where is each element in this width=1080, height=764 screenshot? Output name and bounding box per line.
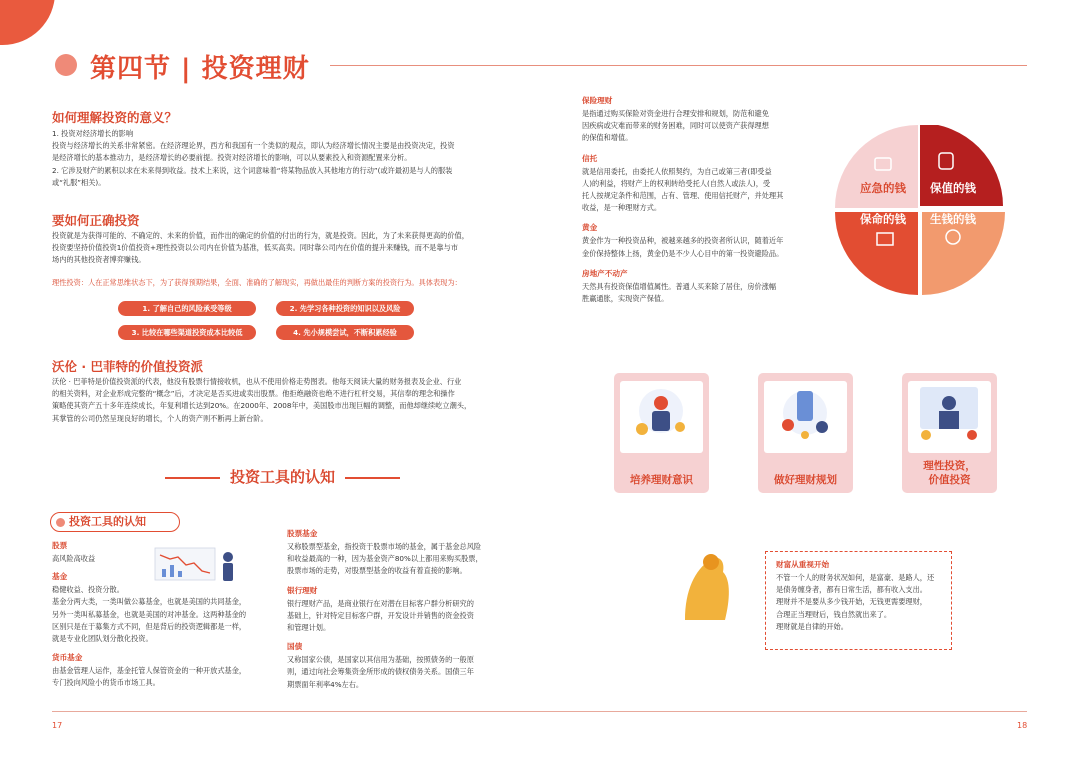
text-line: 或“礼服”相关)。 (52, 177, 106, 187)
text-line: 银行理财产品，是商业银行在对潜在目标客户群分析研究的 (287, 598, 474, 608)
real-estate-text (582, 281, 817, 305)
note-text (776, 572, 941, 633)
text-line: 期票面年利率4%左右。 (287, 679, 364, 689)
rational-investment-definition: 理性投资：人在正常思维状态下，为了获得预期结果，全面、准确的了解现实，再做出最佳的判断方案的投资行为。具体表现为： (52, 278, 462, 287)
text-line: 是指通过购买保险对资金进行合理安排和规划，防范和避免 (582, 109, 769, 118)
footer-divider (52, 711, 1027, 712)
heading-correct-investment: 要如何正确投资 (52, 213, 140, 228)
text-line: 胜赢通胀，实现资产保值。 (582, 294, 669, 304)
gold-text (582, 235, 817, 259)
card-label: 培养理财意识 (630, 474, 693, 486)
page-number-left: 17 (52, 721, 63, 730)
bull-illustration (675, 540, 735, 625)
text-line: 人)的利益，将财产上的权利转给受托人(自然人或法人)，受 (582, 178, 771, 188)
pill-compare-channels: 3. 比较在哪些渠道投资成本比较低 (118, 325, 256, 340)
paragraph-investment-meaning (52, 128, 522, 189)
text-line: 场内的其他投资者博弈赚钱。 (52, 255, 146, 265)
awareness-illustration (620, 381, 703, 453)
text-line: 投资就是为获得可能的、不确定的、未来的价值，而作出的确定的价值的付出的行为，就是投资。因此，为了未来获得更高的价值， (52, 231, 469, 240)
quadrant-label-preserve: 保值的钱 (930, 181, 976, 195)
card-planning (758, 373, 853, 493)
text-line: 就是信用委托，由委托人依照契约，为自己或第三者(即受益 (582, 166, 772, 176)
text-line: 1. 投资对经济增长的影响 (52, 129, 134, 138)
insurance-heading: 保险理财 (582, 96, 613, 105)
text-line: 由基金管理人运作，基金托管人保管资金的一种开放式基金， (52, 666, 247, 676)
banner-title: 投资工具的认知 (229, 468, 335, 486)
quadrant-label-emergency: 应急的钱 (860, 181, 906, 195)
money-quadrant-diagram (835, 125, 1005, 295)
text-line: 区别只是在于募集方式不同，但是背后的投资逻辑都是一样， (52, 621, 247, 631)
tab-label: 投资工具的认知 (69, 515, 146, 528)
text-line: 和管理计划。 (287, 623, 331, 633)
heading-buffett: 沃伦 · 巴菲特的价值投资派 (52, 359, 203, 374)
text-line: 合理正当理财后，钱自然就出来了。 (776, 609, 892, 619)
text-line: 因疾病或灾难而带来的财务困难，同时可以使资产获得理想 (582, 121, 769, 131)
title-dot (55, 54, 77, 76)
card-rational (902, 373, 997, 493)
text-line: 的相关资料，对企业形成完整的“概念”后，才决定是否买进或卖出股票。他拒绝融资也绝不进行杠杆交易，其信奉的理念和操作 (52, 389, 455, 399)
text-line: 投资要坚持价值投资1价值投资+理性投资以公司内在价值为基准，低买高卖。同时靠公司内在价值的提升来赚钱，而不是靠与市 (52, 243, 458, 253)
card-label: 做好理财规划 (774, 474, 837, 486)
rational-illustration (908, 381, 991, 453)
section-banner (165, 465, 400, 489)
text-line: 天然具有投资保值增值属性。普通人买来除了居住，房价涨幅 (582, 281, 777, 291)
paragraph-correct-investment (52, 230, 522, 267)
text-line: 其掌管的公司仍然呈现良好的增长，个人的资产则不断再上新台阶。 (52, 413, 268, 423)
bank-wealth-text (287, 598, 512, 635)
text-line: 金价保持整体上扬，黄金仍是不少人心目中的第一投资避险品。 (582, 248, 784, 258)
card-awareness (614, 373, 709, 493)
tab-dot (56, 518, 65, 527)
text-line: 黄金作为一种投资品种，被越来越多的投资者所认识，随着近年 (582, 236, 784, 246)
banner-line-left (165, 477, 220, 479)
text-line: 就是专业化团队划分散化投资。 (52, 634, 153, 644)
text-line: 又称股票型基金，指投资于股票市场的基金，属于基金总风险 (287, 542, 482, 551)
right-text-column (582, 95, 817, 305)
text-line: 股票市场的走势，对股票型基金的收益有着直接的影响。 (287, 566, 467, 576)
card-illustration (908, 381, 991, 453)
fund-text (52, 584, 277, 645)
pill-know-risk-level: 1. 了解自己的风险承受等级 (118, 301, 256, 316)
equity-fund-heading: 股票基金 (287, 529, 318, 538)
card-illustration (620, 381, 703, 453)
text-line: 是债务缠身者，都有日常生活，都有收入支出。 (776, 585, 927, 595)
tools-column-2 (287, 528, 512, 691)
fund-heading: 基金 (52, 572, 68, 582)
page-number-right: 18 (1017, 721, 1028, 730)
wealth-note-box (765, 551, 952, 650)
pill-small-trial: 4. 先小规模尝试，不断积累经验 (276, 325, 414, 340)
stock-heading: 股票 (52, 541, 68, 550)
text-line: 的保值和增值。 (582, 133, 633, 143)
bond-heading: 国债 (287, 642, 303, 652)
page-title: 第四节 | 投资理财 (90, 54, 310, 84)
banner-line-right (345, 477, 400, 479)
text-line: 托人按规定条件和范围，占有、管理、使用信托财产，并处理其 (582, 191, 784, 201)
text-line: 则，通过向社会筹集资金所形成的债权债务关系。国债三年 (287, 667, 474, 677)
text-line: 另外一类叫私募基金，也就是美国的对冲基金。这两种基金的 (52, 609, 247, 619)
equity-fund-text (287, 541, 512, 578)
text-line: 收益，是一种理财方式。 (582, 203, 662, 213)
trust-text (582, 166, 817, 215)
money-fund-text (52, 665, 277, 689)
note-heading: 财富从重视开始 (776, 560, 830, 569)
text-line: 基础上，针对特定目标客户群，开发设计并销售的资金投资 (287, 610, 474, 620)
card-illustration (764, 381, 847, 453)
money-fund-heading: 货币基金 (52, 653, 83, 663)
trust-heading: 信托 (582, 153, 598, 163)
bond-text (287, 654, 512, 691)
text-line: 基金分两大类，一类叫做公募基金，也就是美国的共同基金， (52, 597, 247, 607)
quadrant-emergency (835, 125, 918, 208)
gold-heading: 黄金 (582, 223, 598, 233)
bank-wealth-heading: 银行理财 (287, 585, 318, 595)
text-line: 稳健收益、投资分散。 (52, 585, 124, 595)
text-line: 理财并不是要从多少钱开始，无钱更需要理财， (776, 597, 927, 607)
real-estate-heading: 房地产不动产 (582, 268, 628, 278)
text-line: 策略使其资产五十多年连续成长，年复利增长达到20%。在2000年、2008年中，美国股市出现巨幅的调整，而他却继续屹立潮头， (52, 401, 472, 411)
text-line: 2. 它涉及财产的累积以求在未来得到收益。技术上来说，这个词意味着“将某物品放入其他地方的行动”(或许最初是与人的服装 (52, 165, 453, 175)
text-line: 不管一个人的财务状况如何，是富豪、是路人，还 (776, 573, 935, 582)
text-line: 是经济增长的基本推动力，是经济增长的必要前提。投资对经济增长的影响，可以从要素投入和资源配置来分析。 (52, 153, 412, 163)
text-line: 和收益最高的一种，因为基金资产80%以上都用来购买股票， (287, 554, 483, 564)
quadrant-label-life: 保命的钱 (860, 212, 906, 226)
text-line: 理财就是自律的开始。 (776, 621, 848, 631)
text-line: 又称国家公债，是国家以其信用为基础，按照债务的一般原 (287, 655, 474, 665)
quadrant-label-grow: 生钱的钱 (930, 212, 976, 226)
corner-decoration (0, 0, 55, 45)
pill-learn-knowledge: 2. 先学习各种投资的知识以及风险 (276, 301, 414, 316)
tools-tab-title (50, 512, 180, 532)
paragraph-buffett (52, 376, 527, 425)
heading-investment-meaning: 如何理解投资的意义？ (52, 110, 178, 125)
stock-chart-illustration (150, 543, 245, 588)
text-line: 沃伦 · 巴菲特是价值投资派的代表，他没有股票行情接收机，也从不使用价格走势图表。他每天阅读大量的财务报表及企业、行业 (52, 377, 462, 386)
text-line: 专门投向风险小的货币市场工具。 (52, 678, 160, 688)
text-line: 投资与经济增长的关系非常紧密。在经济理论界，西方和我国有一个类似的观点，即认为经济增长情况主要是由投资决定，投资 (52, 141, 455, 151)
stock-text: 高风险高收益 (52, 554, 96, 563)
insurance-text (582, 108, 817, 145)
title-divider (330, 65, 1027, 66)
planning-illustration (764, 381, 847, 453)
card-label: 理性投资， 价值投资 (923, 460, 976, 486)
